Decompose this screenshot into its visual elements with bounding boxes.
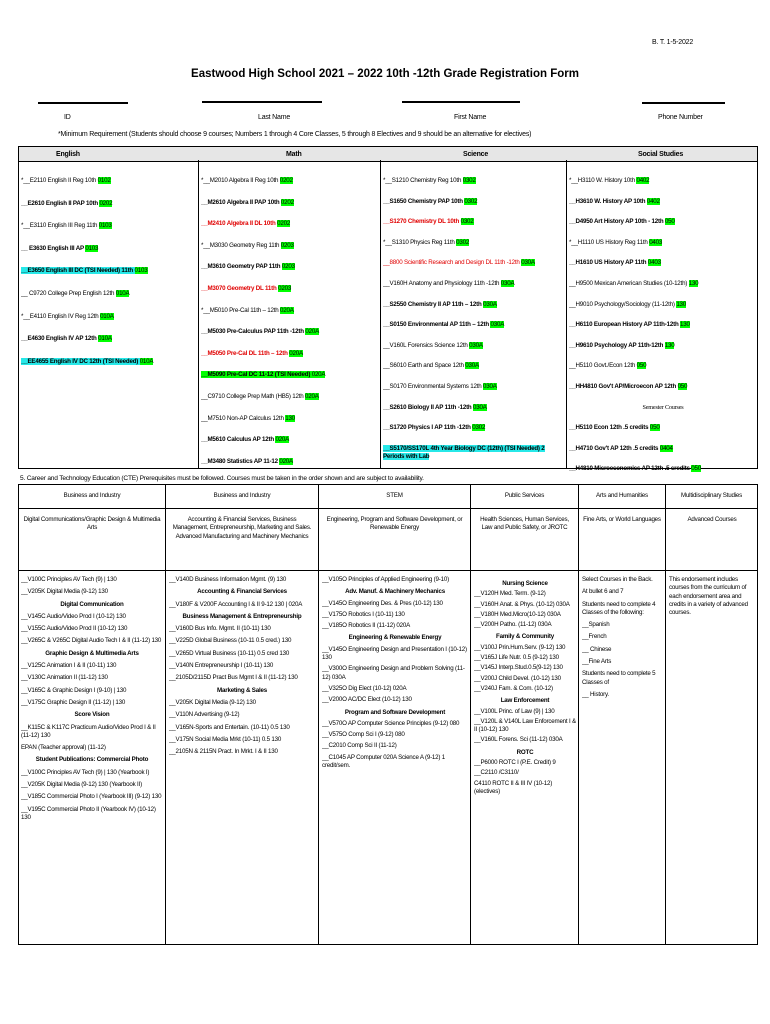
period-code: 030A — [469, 341, 483, 349]
course-name: *__E4110 English IV Reg 12th — [21, 312, 101, 320]
course-row[interactable] — [383, 259, 565, 267]
cte-heading: Law Enforcement — [500, 697, 550, 705]
period-code: 0302 — [456, 238, 470, 246]
cte-course[interactable]: __V185O Robotics II (11-12) 020A — [322, 622, 411, 630]
cte-course[interactable]: __V145C Audio/Video Prod I (10-12) 130 — [21, 612, 126, 620]
cte-course[interactable]: This endorsement includes courses from the curriculum of each endorsement area and credits in a variety of advanced courses. — [669, 576, 748, 617]
period-code: 0103 — [85, 244, 99, 252]
course-name: __S1650 Chemistry PAP 10th — [383, 197, 465, 205]
course-row[interactable] — [21, 290, 197, 298]
course-row[interactable] — [569, 404, 757, 412]
course-row[interactable] — [569, 342, 757, 350]
cte-course[interactable]: __V205K Digital Media (9-12) 130 — [21, 588, 108, 596]
cte-sub-divider — [18, 570, 758, 571]
cte-divider-1 — [165, 484, 166, 944]
cte-course[interactable]: __V570O AP Computer Science Principles (9-12) 080 — [322, 719, 460, 727]
cte-divider-3 — [470, 484, 471, 944]
course-row[interactable] — [21, 358, 197, 366]
cte-course[interactable]: __V175N Social Media Mrkt (10-11) 0.5 130 — [169, 735, 282, 743]
course-name: __S6010 Earth and Space 12th — [383, 362, 466, 370]
course-row[interactable] — [383, 342, 565, 350]
period-code: 020A — [305, 328, 319, 336]
course-name: __D4950 Art History AP 10th - 12th — [569, 218, 665, 226]
cte-note: 5. Career and Technology Education (CTE) Prerequisites must be followed. Courses must be taken in the order shown and are subject to availability. — [20, 475, 424, 482]
cte-course[interactable]: __C2010 Comp Sci II (11-12) — [322, 742, 397, 750]
core-border-right — [757, 146, 758, 468]
course-row[interactable] — [201, 415, 379, 423]
cte-border-left — [18, 484, 19, 944]
course-name: __M7510 Non-AP Calculus 12th — [201, 414, 286, 422]
cte-course[interactable]: __V145O Engineering Design and Presentation I (10-12) 130 — [322, 645, 467, 662]
cte-col-stem — [322, 576, 468, 773]
course-row[interactable] — [569, 218, 757, 226]
course-row[interactable] — [201, 350, 379, 358]
cte-header-business-1: Business and Industry — [63, 492, 121, 499]
period-code: 030A — [521, 259, 535, 267]
course-name: *__M2010 Algebra II Reg 10th — [201, 177, 280, 184]
period-code: 030A — [500, 280, 515, 287]
header-math: Math — [286, 151, 302, 158]
period-code: 130 — [664, 341, 675, 349]
course-name: __V160L Forensics Science 12th — [383, 341, 470, 349]
course-row[interactable] — [201, 328, 379, 336]
course-row[interactable] — [569, 280, 757, 288]
requirement-note: *Minimum Requirement (Students should choose 9 courses; Numbers 1 through 4 Core Classes, 5 through 8 Electives and 9 should be an alternative for electives) — [58, 131, 532, 138]
period-code: 0202 — [99, 199, 113, 207]
cte-course[interactable]: __V165N-Sports and Entertain. (10-11) 0.5 130 — [169, 723, 290, 731]
cte-course[interactable]: __V145J Interp.Stud.0.5(9-12) 130 — [474, 664, 563, 672]
header-english: English — [56, 151, 80, 158]
course-name: __H5110 Govt./Econ 12th — [569, 362, 637, 370]
cte-col-digital-communications — [21, 576, 163, 826]
cte-heading: Student Publications: Commercial Photo — [35, 756, 149, 764]
period-code: 010A — [139, 357, 154, 365]
course-row[interactable] — [201, 285, 379, 293]
cte-course[interactable]: __V200J Child Devel. (10-12) 130 — [474, 674, 561, 682]
cte-sub-2: Accounting & Financial Services, Business Management, Entrepreneurship, Marketing and Sales. Advanced Manufacturing and Machinery Mechanics — [172, 516, 312, 540]
cte-course[interactable]: __V205K Digital Media (9-12) 130 (Yearbook II) — [21, 781, 142, 789]
period-code: 0203 — [281, 263, 295, 271]
course-name: __S1720 Physics I AP 11th -12th — [383, 424, 473, 432]
cte-course[interactable]: __V180H Med.Micro(10-12) 030A — [474, 610, 561, 618]
cte-course[interactable]: __V265D Virtual Business (10-11) 0.5 cred 130 — [169, 649, 290, 657]
course-row[interactable] — [569, 424, 757, 432]
course-row[interactable] — [569, 362, 757, 370]
course-name: __E3650 English III DC (TSI Needed) 11th — [21, 267, 135, 275]
period-code: 130 — [688, 280, 699, 287]
course-name: __H9010 Psychology/Sociology (11-12th) — [569, 300, 677, 308]
course-name: *__S1210 Chemistry Reg 10th — [383, 177, 463, 184]
period-code: 050 — [691, 465, 702, 473]
cte-heading: Program and Software Development — [344, 708, 446, 716]
course-row[interactable] — [569, 301, 757, 309]
course-name: __M5090 Pre-Cal DC 11-12 (TSI Needed) — [201, 371, 312, 379]
cte-heading: Marketing & Sales — [217, 686, 267, 694]
core-border-left — [18, 146, 19, 468]
cte-border-right — [757, 484, 758, 944]
cte-course[interactable]: __V100C Principles AV Tech (9) | 130 (Yearbook I) — [21, 768, 150, 776]
period-code: 130 — [676, 300, 687, 308]
phone-line — [642, 102, 725, 104]
cte-course[interactable]: __V175O Robotics I (10-11) 130 — [322, 610, 405, 618]
period-code: 0403 — [647, 259, 661, 267]
course-name: __M5030 Pre-Calculus PAP 11th -12th — [201, 328, 306, 336]
cte-course[interactable]: __V195C Commercial Photo II (Yearbook IV) (10-12) 130 — [21, 805, 156, 821]
course-name: *__H3110 W. History 10th — [569, 177, 637, 184]
cte-course[interactable]: __ History. — [582, 690, 609, 698]
course-row[interactable] — [201, 220, 379, 228]
period-code: 050 — [649, 424, 660, 432]
cte-sub-1: Digital Communications/Graphic Design & Multimedia Arts — [23, 516, 161, 532]
cte-course[interactable]: __V100C Principles AV Tech (9) | 130 — [21, 576, 117, 583]
id-label: ID — [64, 114, 71, 121]
cte-course[interactable]: __V160L Forens. Sci (11-12) 030A — [474, 736, 563, 744]
course-row[interactable] — [21, 200, 197, 208]
course-name: __H5110 Econ 12th .5 credits — [569, 424, 650, 432]
cte-course[interactable]: Students need to complete 4 Classes of the following: — [582, 600, 656, 616]
course-name: __H9610 Psychology AP 11th-12th — [569, 341, 665, 349]
period-code: 0203 — [278, 285, 292, 292]
course-name: __HH4810 Gov't AP/Microecon AP 12th — [569, 383, 678, 390]
period-code: 0203 — [280, 241, 294, 249]
cte-divider-4 — [578, 484, 579, 944]
cte-heading: Adv. Manuf. & Machinery Mechanics — [345, 588, 445, 596]
course-row[interactable] — [383, 445, 565, 462]
cte-course[interactable]: __V125C Animation I & II (10-11) 130 — [21, 662, 117, 670]
cte-course[interactable]: __V200O AC/DC Elect (10-12) 130 — [322, 696, 412, 704]
course-row[interactable] — [383, 239, 565, 247]
course-name: __S0170 Environmental Systems 12th — [383, 383, 483, 390]
period-code: 030A — [483, 300, 497, 308]
period-code: 0202 — [277, 220, 291, 228]
period-code: 020A — [280, 306, 294, 314]
cte-course[interactable]: EPAN (Teacher approval) (11-12) — [21, 744, 106, 752]
period-code: 0202 — [280, 198, 294, 206]
period-code: 130 — [680, 321, 690, 329]
course-row[interactable] — [569, 239, 757, 247]
period-code: 050 — [636, 362, 647, 370]
course-name: __H3610 W. History AP 10th — [569, 197, 647, 205]
period-code: 020A — [305, 393, 319, 400]
course-name: __H4810 Microeconomics AP 12th .5 credits — [569, 465, 692, 473]
period-code: 020A — [275, 436, 290, 444]
cte-course[interactable]: __V130C Animation II (11-12) 130 — [21, 674, 108, 682]
course-name: __M2410 Algebra II DL 10th — [201, 220, 278, 228]
course-name: __M2610 Algebra II PAP 10th — [201, 198, 281, 206]
course-row[interactable] — [383, 198, 565, 206]
phone-label: Phone Number — [658, 114, 703, 121]
period-code: 010A — [115, 290, 130, 297]
cte-course[interactable]: __V145O Engineering Des. & Pres (10-12) 130 — [322, 599, 443, 607]
period-code: 030A — [465, 362, 479, 370]
course-row[interactable] — [383, 321, 565, 329]
cte-course[interactable]: __2105N & 2115N Pract. In Mrkt. I & II 130 — [169, 748, 278, 756]
cte-course[interactable]: __V160H Anat. & Phys. (10-12) 030A — [474, 600, 570, 608]
cte-course[interactable]: __V575O Comp Sci I (9-12) 080 — [322, 731, 405, 739]
course-row[interactable] — [201, 263, 379, 271]
course-name: __M3480 Statistics AP 11-12 — [201, 457, 280, 465]
period-code: 0103 — [134, 267, 148, 275]
cte-course[interactable]: __C1045 AP Computer 020A Science A (9-12) 1 credit/sem. — [322, 753, 446, 770]
course-row[interactable] — [569, 383, 757, 391]
cte-heading: Engineering & Renewable Energy — [348, 634, 442, 642]
course-row[interactable] — [569, 321, 757, 329]
last-name-label: Last Name — [258, 114, 291, 121]
course-name: *__M5010 Pre-Cal 11th – 12th — [201, 306, 281, 314]
course-row[interactable] — [21, 267, 197, 275]
cte-course[interactable]: __V100J Prin.Hum.Serv. (9-12) 130 — [474, 643, 566, 651]
cte-course[interactable]: __V140N Entrepreneurship I (10-11) 130 — [169, 662, 274, 670]
cte-header-arts: Arts and Humanities — [596, 492, 648, 499]
cte-divider-5 — [665, 484, 666, 944]
course-name: __V160H Anatomy and Physiology 11th -12th — [383, 280, 501, 287]
cte-heading: ROTC — [516, 748, 534, 756]
course-row[interactable] — [569, 177, 757, 185]
course-name: __C9710 College Prep Math (HB5) 12th — [201, 393, 306, 400]
period-code: 0302 — [462, 177, 476, 184]
period-code: 020A — [311, 371, 326, 379]
cte-course[interactable]: __V175C Graphic Design II (11-12) | 130 — [21, 698, 126, 706]
cte-header-public-services: Public Services — [504, 492, 545, 499]
cte-col-business — [169, 576, 315, 760]
header-science: Science — [463, 151, 489, 158]
core-divider-3 — [566, 160, 567, 468]
course-row[interactable] — [383, 383, 565, 391]
core-divider-2 — [380, 160, 381, 468]
cte-course[interactable]: __V120L & V140L Law Enforcement I & II (10-12) 130 — [474, 717, 576, 734]
cte-border-bottom — [18, 944, 758, 945]
course-name: __S2610 Biology II AP 11th -12th — [383, 403, 474, 411]
course-row[interactable] — [21, 177, 197, 185]
course-name: __H6110 European History AP 11th-12th — [569, 321, 681, 329]
period-code: 030A — [482, 383, 497, 390]
cte-course[interactable]: __V200H Patho. (11-12) 030A — [474, 621, 552, 629]
period-code: 010A — [98, 335, 112, 343]
course-name: __M5050 Pre-Cal DL 11th – 12th — [201, 349, 290, 357]
course-row[interactable] — [201, 393, 379, 401]
course-name: Semester Courses — [642, 403, 684, 411]
course-name: __E4630 English IV AP 12th — [21, 335, 99, 343]
cte-course[interactable]: __V240J Fam. & Com. (10-12) — [474, 684, 553, 692]
last-name-line — [202, 101, 322, 103]
cte-course[interactable]: __V110N Advertising (9-12) — [169, 711, 240, 719]
cte-course[interactable]: __V155C Audio/Video Prod II (10-12) 130 — [21, 625, 128, 633]
cte-course[interactable]: __V225D Global Business (10-11 0.5 cred.) 130 — [169, 637, 292, 645]
course-row[interactable] — [383, 424, 565, 432]
period-code: 030A — [473, 403, 487, 411]
course-row[interactable] — [383, 177, 565, 185]
cte-course[interactable]: __ Chinese — [582, 645, 612, 653]
cte-course[interactable]: __V325O Dig Elect (10-12) 020A — [322, 684, 407, 692]
id-line — [38, 102, 128, 104]
cte-header-stem: STEM — [386, 492, 403, 499]
cte-heading: Business Management & Entrepreneurship — [182, 612, 302, 620]
period-code: 130 — [285, 414, 295, 422]
course-name: __E2610 English II PAP 10th — [21, 199, 100, 207]
course-row[interactable] — [21, 313, 197, 321]
course-row[interactable] — [201, 177, 379, 185]
cte-course[interactable]: __V180F & V200F Accounting I & II 9-12 130 | 020A — [169, 600, 303, 608]
cte-divider-2 — [318, 484, 319, 944]
period-code: 0103 — [98, 222, 112, 230]
cte-course[interactable]: __Spanish — [582, 621, 610, 629]
cte-heading: Nursing Science — [502, 580, 548, 587]
course-name: *__M3030 Geometry Reg 11th — [201, 241, 281, 249]
period-code: 0402 — [646, 197, 660, 205]
cte-course[interactable]: __V105O Principles of Applied Engineering (9-10) — [322, 576, 449, 583]
course-row[interactable] — [383, 301, 565, 309]
course-name: *__H1110 US History Reg 11th — [569, 238, 650, 246]
first-name-line — [402, 101, 520, 103]
cte-course[interactable]: __V165J Life Nutr. 0.5 (9-12) 130 — [474, 654, 559, 662]
course-row[interactable] — [201, 242, 379, 250]
course-name: __M3610 Geometry PAP 11th — [201, 263, 282, 271]
course-row[interactable] — [383, 218, 565, 226]
cte-course[interactable]: __V120H Med. Term. (9-12) — [474, 590, 546, 598]
cte-col-multidisciplinary — [669, 576, 755, 617]
cte-course[interactable]: __V140D Business Information Mgmt. (9) 130 — [169, 576, 287, 583]
cte-course[interactable]: C4110 ROTC II & III IV (10-12) (electives) — [474, 779, 553, 795]
course-row[interactable] — [201, 199, 379, 207]
cte-course[interactable]: __V165C & Graphic Design I (9-10) | 130 — [21, 686, 127, 694]
course-row[interactable] — [201, 371, 379, 379]
course-row[interactable] — [569, 445, 757, 453]
core-divider-1 — [198, 160, 199, 468]
course-row[interactable] — [569, 259, 757, 267]
course-row[interactable] — [383, 362, 565, 370]
cte-course[interactable]: At bullet 6 and 7 — [582, 588, 624, 596]
period-code: 0402 — [636, 177, 650, 184]
course-name: __S5170/SS170L 4th Year Biology DC (12th) (TSI Needed) 2 Periods with Lab — [383, 444, 545, 461]
course-row[interactable] — [201, 436, 379, 444]
cte-heading: Accounting & Financial Services — [197, 588, 287, 596]
course-name: __8800 Scientific Research and Design DL 11th -12th — [383, 259, 522, 267]
period-code: 0403 — [649, 238, 663, 246]
cte-heading: Family & Community — [496, 633, 554, 641]
cte-heading: Digital Communication — [60, 600, 124, 608]
course-row[interactable] — [383, 404, 565, 412]
course-row[interactable] — [21, 245, 197, 253]
cte-header-multidisciplinary: Multidisciplinary Studies — [680, 492, 743, 499]
course-row[interactable] — [21, 335, 197, 343]
cte-course[interactable]: __2105D/2115D Pract Bus Mgmt I & II (11-12) 130 — [169, 674, 298, 682]
course-name: __H4710 Gov't AP 12th .5 credits — [569, 444, 660, 452]
course-name: __M3070 Geometry DL 11th — [201, 285, 279, 292]
cte-course[interactable]: __V265C & V265C Digital Audio Tech I & II (11-12) 130 — [21, 637, 162, 645]
course-name: __H1610 US History AP 11th — [569, 259, 648, 267]
cte-course[interactable]: Select Courses in the Back. — [582, 576, 653, 583]
period-code: 0302 — [472, 424, 486, 432]
cte-course[interactable]: __V100L Princ. of Law (9) | 130 — [474, 707, 555, 715]
header-social-studies: Social Studies — [638, 151, 684, 158]
cte-col-public-services — [474, 576, 576, 798]
cte-sub-6: Advanced Courses — [687, 516, 737, 523]
course-name: *__E2110 English II Reg 10th — [21, 177, 98, 184]
cte-course[interactable]: __V160D Bus Info. Mgmt. II (10-11) 130 — [169, 625, 271, 633]
cte-course[interactable]: __K115C & K117C Practicum Audio/Video Prod I & II (11-12) 130 — [21, 723, 156, 739]
course-row[interactable] — [383, 280, 565, 288]
cte-course[interactable]: __French — [582, 633, 607, 641]
course-row[interactable] — [569, 465, 757, 473]
period-code: 0302 — [464, 197, 478, 205]
period-code: 0202 — [279, 177, 293, 184]
cte-course[interactable]: Students need to complete 5 Classes of — [582, 670, 656, 686]
course-name: __EE4655 English IV DC 12th (TSI Needed) — [21, 357, 140, 365]
course-row[interactable] — [21, 222, 197, 230]
cte-course[interactable]: __C2110 /C3110/ — [474, 769, 519, 777]
course-name: __S2550 Chemistry II AP 11th – 12th — [383, 300, 484, 308]
period-code: 020A — [289, 349, 303, 357]
cte-heading: Graphic Design & Multimedia Arts — [45, 649, 139, 657]
cte-header-divider — [18, 508, 758, 509]
cte-course[interactable]: __V300O Engineering Design and Problem Solving (11-12) 030A — [322, 665, 465, 681]
page-title: Eastwood High School 2021 – 2022 10th -12th Grade Registration Form — [191, 68, 579, 80]
form-code: B. T. 1-5-2022 — [652, 39, 694, 46]
period-code: 010A — [100, 312, 114, 320]
cte-course[interactable]: __V185C Commercial Photo I (Yearbook III) (9-12) 130 — [21, 793, 162, 801]
cte-sub-4: Health Sciences, Human Services, Law and Public Safety, or JROTC — [480, 516, 569, 532]
cte-course[interactable]: __Fine Arts — [582, 658, 612, 666]
course-row[interactable] — [201, 307, 379, 315]
course-name: __ C9720 College Prep English 12th — [21, 290, 116, 297]
cte-course[interactable]: __V205K Digital Media (9-12) 130 — [169, 698, 256, 706]
cte-course[interactable]: __P6000 ROTC I (P.E. Credit) 9 — [474, 759, 556, 767]
cte-header-business-2: Business and Industry — [213, 492, 271, 499]
course-name: __ E3630 English III AP — [21, 244, 86, 252]
period-code: 0404 — [659, 444, 673, 452]
cte-sub-3: Engineering, Program and Software Development, or Renewable Energy — [326, 516, 463, 532]
period-code: 050 — [677, 383, 688, 390]
period-code: 030A — [490, 321, 505, 329]
course-row[interactable] — [569, 198, 757, 206]
cte-col-arts — [582, 576, 664, 703]
cte-heading: Score Vision — [74, 711, 110, 719]
course-name: __H9500 Mexican American Studies (10-12th) — [569, 280, 689, 287]
course-name: __M5610 Calculus AP 12th — [201, 436, 276, 444]
cte-border-top — [18, 484, 758, 485]
period-code: 0302 — [460, 218, 474, 226]
course-name: __S0150 Environmental AP 11th – 12th — [383, 321, 491, 329]
course-name: __S1270 Chemistry DL 10th — [383, 218, 461, 226]
course-name: *__E3110 English III Reg 11th — [21, 222, 99, 230]
cte-sub-5: Fine Arts, or World Languages — [583, 516, 661, 523]
first-name-label: First Name — [454, 114, 487, 121]
course-name: *__S1310 Physics Reg 11th — [383, 238, 457, 246]
course-row[interactable] — [201, 458, 379, 466]
period-code: 050 — [664, 218, 675, 226]
period-code: 0102 — [97, 177, 111, 184]
period-code: 020A — [279, 457, 293, 465]
